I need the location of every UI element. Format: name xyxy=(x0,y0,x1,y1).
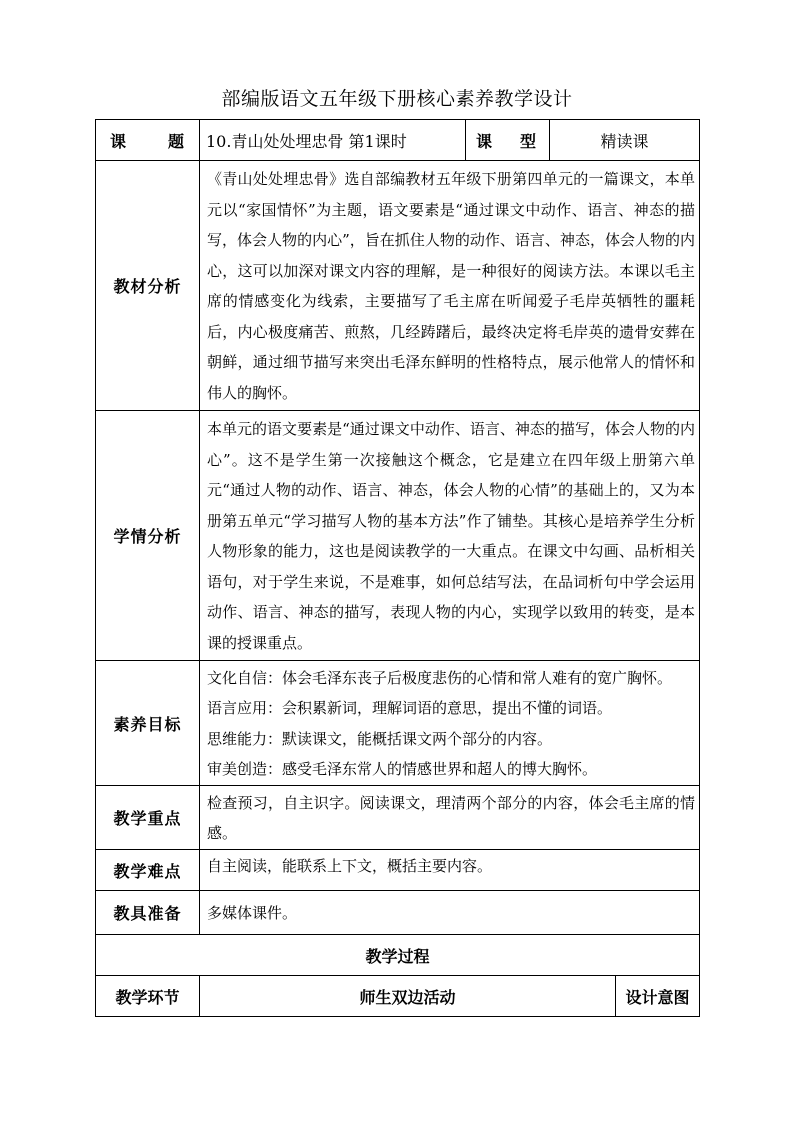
lesson-title-value: 10.青山处处埋忠骨 第1课时 xyxy=(200,120,466,161)
literacy-goal-culture: 文化自信：体会毛泽东丧子后极度悲伤的心情和常人难有的宽广胸怀。 xyxy=(207,668,673,687)
teaching-aids-text: 多媒体课件。 xyxy=(200,891,700,935)
student-analysis-label: 学情分析 xyxy=(96,411,200,661)
literacy-goals-row xyxy=(96,661,700,786)
teaching-aids-row xyxy=(96,891,700,935)
lesson-title-label-char2: 题 xyxy=(167,131,185,151)
key-points-text: 检查预习，自主识字。阅读课文，理清两个部分的内容，体会毛主席的情感。 xyxy=(200,786,700,850)
lesson-type-label-char2: 型 xyxy=(519,131,537,151)
lesson-plan-table xyxy=(95,119,700,1017)
literacy-goal-aesthetics: 审美创造：感受毛泽东常人的情感世界和超人的博大胸怀。 xyxy=(207,760,598,778)
textbook-analysis-row xyxy=(96,161,700,411)
process-column-header-row xyxy=(96,976,700,1017)
col-header-stage: 教学环节 xyxy=(96,976,200,1017)
literacy-goals-list xyxy=(200,661,700,786)
document-title: 部编版语文五年级下册核心素养教学设计 xyxy=(221,88,573,110)
difficulties-row xyxy=(96,850,700,891)
lesson-title-label-char1: 课 xyxy=(110,131,128,151)
literacy-goals-label: 素养目标 xyxy=(96,661,200,786)
key-points-label: 教学重点 xyxy=(96,786,200,850)
col-header-intent: 设计意图 xyxy=(616,976,700,1017)
student-analysis-text: 本单元的语文要素是“通过课文中动作、语言、神态的描写，体会人物的内心”。这不是学生第一次接触这个概念，它是建立在四年级上册第六单元“通过人物的动作、语言、神态，体会人物的心情”的基础上的，又为本册第五单元“学习描写人物的基本方法”作了铺垫。其核心是培养学生分析人物形象的能力，这也是阅读教学的一大重点。在课文中勾画、品析相关语句，对于学生来说，不是难事，如何总结写法，在品词析句中学会运用动作、语言、神态的描写，表现人物的内心，实现学以致用的转变，是本课的授课重点。 xyxy=(200,411,700,661)
col-header-activity: 师生双边活动 xyxy=(200,976,616,1017)
lesson-type-value: 精读课 xyxy=(550,120,700,161)
textbook-analysis-label: 教材分析 xyxy=(96,161,200,411)
lesson-title-label-cell xyxy=(96,120,200,161)
difficulties-label: 教学难点 xyxy=(96,850,200,891)
lesson-type-label-char1: 课 xyxy=(476,131,494,151)
difficulties-text: 自主阅读，能联系上下文，概括主要内容。 xyxy=(200,850,700,891)
literacy-goal-language: 语言应用：会积累新词，理解词语的意思，提出不懂的词语。 xyxy=(207,699,613,717)
student-analysis-row xyxy=(96,411,700,661)
process-heading-row xyxy=(96,935,700,976)
process-heading: 教学过程 xyxy=(96,935,700,976)
lesson-type-label-cell xyxy=(466,120,550,161)
literacy-goal-thinking: 思维能力：默读课文，能概括课文两个部分的内容。 xyxy=(207,729,553,748)
key-points-row xyxy=(96,786,700,850)
textbook-analysis-text: 《青山处处埋忠骨》选自部编教材五年级下册第四单元的一篇课文，本单元以“家国情怀”为主题，语文要素是“通过课文中动作、语言、神态的描写，体会人物的内心”，旨在抓住人物的动作、语言、神态，体会人物的内心，这可以加深对课文内容的理解，是一种很好的阅读方法。本课以毛主席的情感变化为线索，主要描写了毛主席在听闻爱子毛岸英牺牲的噩耗后，内心极度痛苦、煎熬，几经踌躇后，最终决定将毛岸英的遗骨安葬在朝鲜，通过细节描写来突出毛泽东鲜明的性格特点，展示他常人的情怀和伟人的胸怀。 xyxy=(200,161,700,411)
header-row xyxy=(96,120,700,161)
teaching-aids-label: 教具准备 xyxy=(96,891,200,935)
